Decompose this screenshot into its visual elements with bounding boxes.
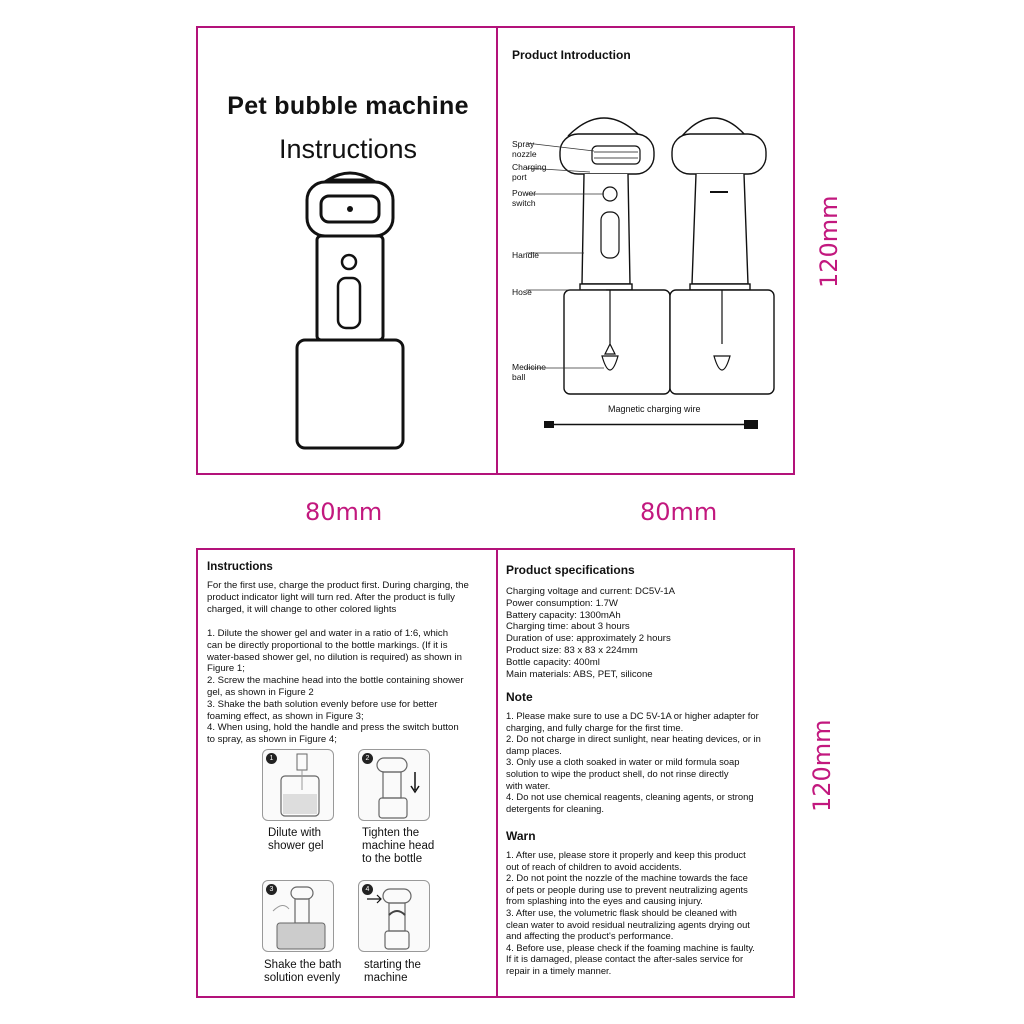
specs-list: Charging voltage and current: DC5V-1A Power consumption: 1.7W Battery capacity: 1300mAh Charging time: about 3 hours Duration of use: approximately 2 hours Product size: 83 x 83 x 224mm Bottle capacity: 400ml Main materials: ABS, PET, silicone bbox=[506, 586, 676, 680]
figure-number: 3 bbox=[266, 884, 277, 895]
label-medicine-ball: Medicine ball bbox=[512, 362, 547, 382]
figure-1-caption: Dilute with shower gel bbox=[268, 827, 324, 852]
instructions-steps: 1. Dilute the shower gel and water in a ratio of 1:6, which can be directly proportional to the bottle markings. (If it is water-based shower gel, no dilution is required) as shown in Figure 1; 2. Screw the machine head into the bottle containing shower gel, as shown in Figure 2 3. Shake the bath solution evenly before use for better foaming effect, as shown in Figure 3; 4. When using, hold the handle and press the switch button to spray, as shown in Figure 4; bbox=[207, 628, 464, 746]
instructions-intro: For the first use, charge the product first. During charging, the product indicator light will turn red. After the product is fully charged, it will change to other colored lights bbox=[207, 580, 469, 615]
width-dimension-left: 80mm bbox=[305, 498, 383, 526]
charging-wire-label: Magnetic charging wire bbox=[608, 404, 701, 414]
shake-icon bbox=[263, 881, 334, 952]
cover-subtitle: Instructions bbox=[278, 134, 418, 164]
figure-1 bbox=[262, 749, 334, 821]
height-dimension-bottom: 120mm bbox=[808, 719, 836, 812]
width-dimension-right: 80mm bbox=[640, 498, 718, 526]
cover-title: Pet bubble machine bbox=[227, 92, 469, 120]
label-power-switch: Power switch bbox=[512, 188, 537, 208]
intro-heading: Product Introduction bbox=[512, 48, 631, 62]
figure-4-caption: starting the machine bbox=[364, 959, 421, 984]
warn-heading: Warn bbox=[506, 829, 536, 843]
label-charging-port: Charging port bbox=[512, 162, 547, 182]
label-hose: Hose bbox=[512, 287, 532, 297]
label-spray-nozzle: Spray nozzle bbox=[512, 139, 537, 159]
instructions-heading: Instructions bbox=[207, 561, 273, 573]
figure-3-caption: Shake the bath solution evenly bbox=[264, 959, 342, 984]
figure-3 bbox=[262, 880, 334, 952]
note-list: 1. Please make sure to use a DC 5V-1A or higher adapter for charging, and fully charge for the first time. 2. Do not charge in direct sunlight, near heating devices, or in damp places. 3. Only use a cloth soaked in water or mild formula soap solution to wipe the product shell, do not rinse directly with water. 4. Do not use chemical reagents, cleaning agents, or strong detergents for cleaning. bbox=[506, 710, 761, 814]
specs-heading: Product specifications bbox=[506, 563, 635, 577]
note-heading: Note bbox=[506, 690, 533, 704]
top-panel bbox=[196, 26, 795, 475]
bubble-machine-illustration bbox=[293, 168, 408, 453]
product-diagram bbox=[544, 106, 784, 416]
pour-gel-icon bbox=[263, 750, 334, 821]
figure-2-caption: Tighten the machine head to the bottle bbox=[362, 827, 435, 865]
figure-number: 2 bbox=[362, 753, 373, 764]
spray-icon bbox=[359, 881, 430, 952]
figure-number: 1 bbox=[266, 753, 277, 764]
charging-wire-icon bbox=[544, 418, 764, 432]
height-dimension-top: 120mm bbox=[815, 195, 843, 288]
figure-2 bbox=[358, 749, 430, 821]
label-handle: Handle bbox=[512, 250, 539, 260]
bottom-panel-divider bbox=[496, 550, 498, 996]
warn-list: 1. After use, please store it properly and keep this product out of reach of children to avoid accidents. 2. Do not point the nozzle of the machine towards the face of pets or people during use to prevent neutralizing agents from splashing into the eyes and causing injury. 3. After use, the volumetric flask should be cleaned with clean water to avoid residual neutralizing agents drying out and affecting the product's performance. 4. Before use, please check if the foaming machine is faulty. If it is damaged, please contact the after-sales service for repair in a timely manner. bbox=[506, 849, 755, 976]
bottom-panel bbox=[196, 548, 795, 998]
figure-4 bbox=[358, 880, 430, 952]
screw-head-icon bbox=[359, 750, 430, 821]
figure-number: 4 bbox=[362, 884, 373, 895]
